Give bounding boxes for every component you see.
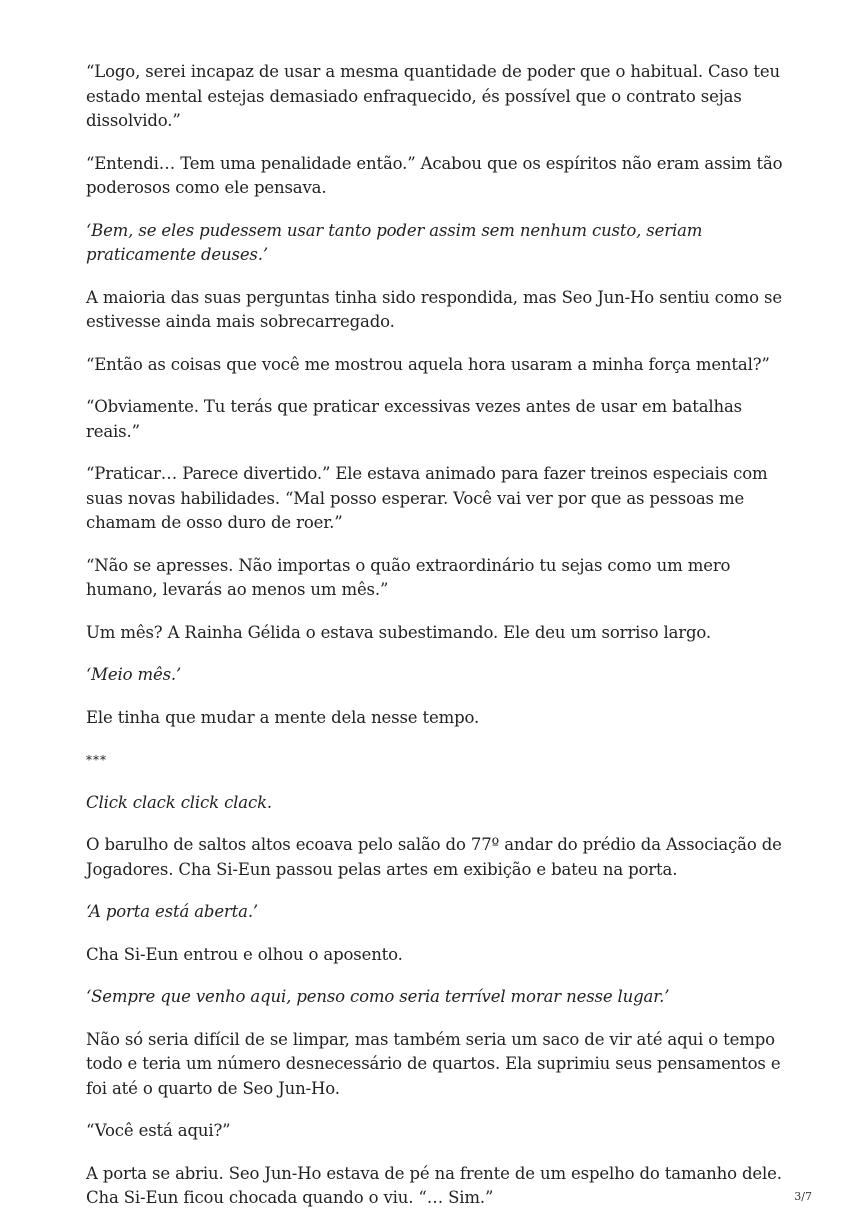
paragraph-17: ‘Sempre que venho aqui, penso como seria terrível morar nesse lugar.’ <box>86 987 670 1006</box>
paragraph-1: “Logo, serei incapaz de usar a mesma quantidade de poder que o habitual. Caso teu estado mental estejas demasiado enfraquecido, és possível que o contrato sejas dissolvido.” <box>86 62 780 130</box>
paragraph-8: “Não se apresses. Não importas o quão extraordinário tu sejas como um mero humano, levarás ao menos um mês.” <box>86 555 731 599</box>
paragraph-9: Um mês? A Rainha Gélida o estava subestimando. Ele deu um sorriso largo. <box>86 622 712 642</box>
paragraph-6: “Obviamente. Tu terás que praticar excessivas vezes antes de usar em batalhas reais.” <box>86 397 742 441</box>
paragraph-3: ‘Bem, se eles pudessem usar tanto poder assim sem nenhum custo, seriam praticamente deuses.’ <box>86 220 703 264</box>
paragraph-10: ‘Meio mês.’ <box>86 665 182 684</box>
paragraph-16: Cha Si-Eun entrou e olhou o aposento. <box>86 944 403 964</box>
paragraph-18: Não só seria difícil de se limpar, mas também seria um saco de vir até aqui o tempo todo e teria um número desnecessário de quartos. Ela suprimiu seus pensamentos e foi até o quarto de Seo Jun-Ho. <box>86 1029 781 1098</box>
document-body <box>86 60 796 1229</box>
paragraph-19: “Você está aqui?” <box>86 1121 231 1140</box>
paragraph-7: “Praticar… Parece divertido.” Ele estava animado para fazer treinos especiais com suas novas habilidades. “Mal posso esperar. Você vai ver por que as pessoas me chamam de osso duro de roer.” <box>86 464 768 532</box>
paragraph-15: ‘A porta está aberta.’ <box>86 902 259 921</box>
paragraph-13: Click clack click clack. <box>86 792 273 812</box>
scene-separator: *** <box>86 753 107 767</box>
paragraph-14: O barulho de saltos altos ecoava pelo salão do 77º andar do prédio da Associação de Jogadores. Cha Si-Eun passou pelas artes em exibição e bateu na porta. <box>86 835 782 879</box>
paragraph-4: A maioria das suas perguntas tinha sido respondida, mas Seo Jun-Ho sentiu como se estivesse ainda mais sobrecarregado. <box>86 287 782 331</box>
page-number: 3/7 <box>794 1190 812 1203</box>
paragraph-20: A porta se abriu. Seo Jun-Ho estava de pé na frente de um espelho do tamanho dele. Cha Si-Eun ficou chocada quando o viu. “… Sim.” <box>86 1163 782 1207</box>
paragraph-11: Ele tinha que mudar a mente dela nesse tempo. <box>86 707 480 727</box>
paragraph-2: “Entendi… Tem uma penalidade então.” Acabou que os espíritos não eram assim tão poderosos como ele pensava. <box>86 153 783 197</box>
paragraph-5: “Então as coisas que você me mostrou aquela hora usaram a minha força mental?” <box>86 354 770 374</box>
